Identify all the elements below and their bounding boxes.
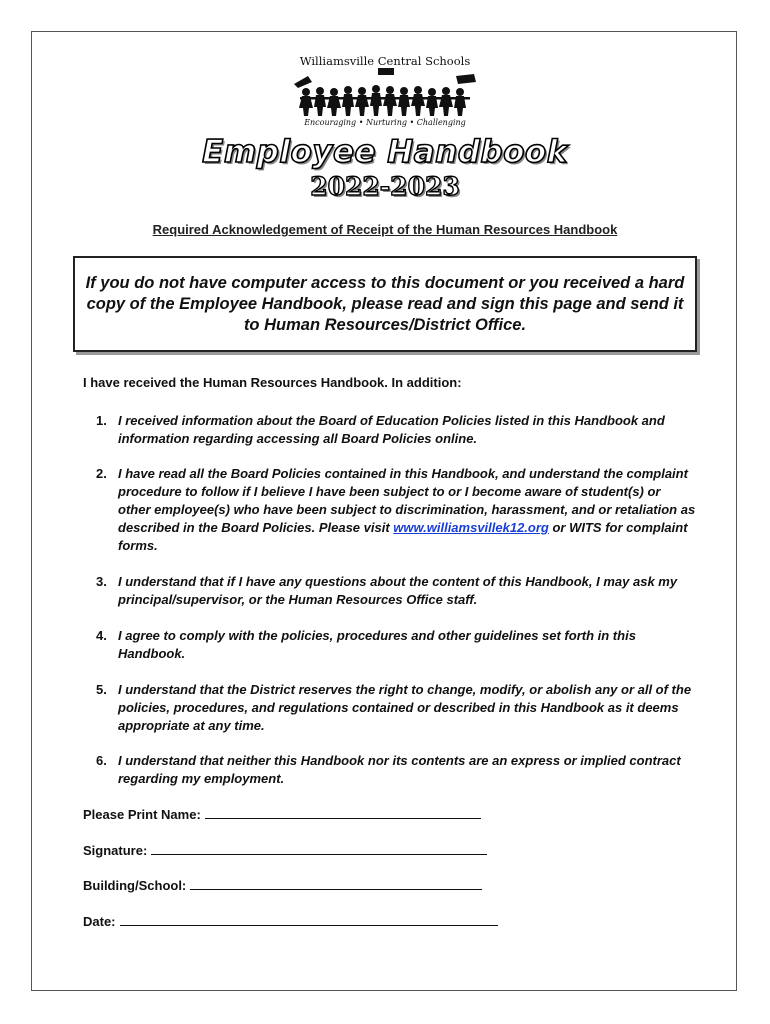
- building-line[interactable]: [190, 877, 482, 890]
- date-label: Date:: [83, 914, 116, 929]
- item-number: 1.: [96, 413, 107, 428]
- children-silhouette-icon: [286, 66, 484, 118]
- section-subtitle: Required Acknowledgement of Receipt of the Human Resources Handbook: [152, 222, 618, 237]
- item-number: 6.: [96, 753, 107, 768]
- handbook-year: 2022-2023: [310, 172, 460, 201]
- list-item: [96, 573, 696, 609]
- signature-field: [83, 842, 487, 858]
- notice-box: [73, 256, 697, 352]
- page-title: Employee Handbook: [202, 134, 568, 170]
- print-name-line[interactable]: [205, 806, 481, 819]
- building-field: [83, 877, 482, 893]
- intro-text: I have received the Human Resources Handbook. In addition:: [83, 375, 462, 390]
- date-line[interactable]: [120, 913, 498, 926]
- district-logo: [280, 54, 490, 134]
- item-text: I understand that neither this Handbook nor its contents are an express or implied contract regarding my employment.: [118, 753, 681, 786]
- item-number: 4.: [96, 628, 107, 643]
- list-item: [96, 681, 696, 735]
- date-field: [83, 913, 498, 929]
- item-text-part: I have read all the Board Policies contained in this Handbook, and understand the complaint procedure to follow if I believe I have been subject to or I become aware of student(s) or other employee(s) who have been subject to discrimination, harassment, and or retaliation as described in the Board Policies. Please visit: [118, 466, 696, 535]
- print-name-label: Please Print Name:: [83, 807, 201, 822]
- item-text: I agree to comply with the policies, procedures and other guidelines set forth in this Handbook.: [118, 628, 636, 661]
- logo-tagline: Encouraging • Nurturing • Challenging: [304, 118, 466, 127]
- item-text-part: or WITS for complaint forms.: [118, 520, 688, 553]
- list-item: [96, 465, 696, 555]
- item-text: I understand that the District reserves the right to change, modify, or abolish any or all of the policies, procedures, and regulations contained or described in this Handbook as it deems appropriate at any time.: [118, 682, 692, 733]
- list-item: [96, 752, 696, 788]
- list-item: [96, 412, 696, 448]
- item-number: 5.: [96, 682, 107, 697]
- list-item: [96, 627, 696, 663]
- item-number: 2.: [96, 466, 107, 481]
- item-text: I received information about the Board of Education Policies listed in this Handbook and information regarding accessing all Board Policies online.: [118, 413, 665, 446]
- signature-label: Signature:: [83, 843, 148, 858]
- item-number: 3.: [96, 574, 107, 589]
- building-label: Building/School:: [83, 878, 187, 893]
- website-link[interactable]: www.williamsvillek12.org: [393, 520, 549, 535]
- print-name-field: [83, 806, 481, 822]
- item-text: [118, 465, 696, 555]
- signature-line[interactable]: [151, 842, 487, 855]
- logo-district-name: Williamsville Central Schools: [299, 54, 471, 68]
- notice-text: If you do not have computer access to this document or you received a hard copy of the Employee Handbook, please read and sign this page and send it to Human Resources/District Office.: [85, 273, 685, 334]
- item-text: I understand that if I have any questions about the content of this Handbook, I may ask my principal/supervisor, or the Human Resources Office staff.: [118, 574, 678, 607]
